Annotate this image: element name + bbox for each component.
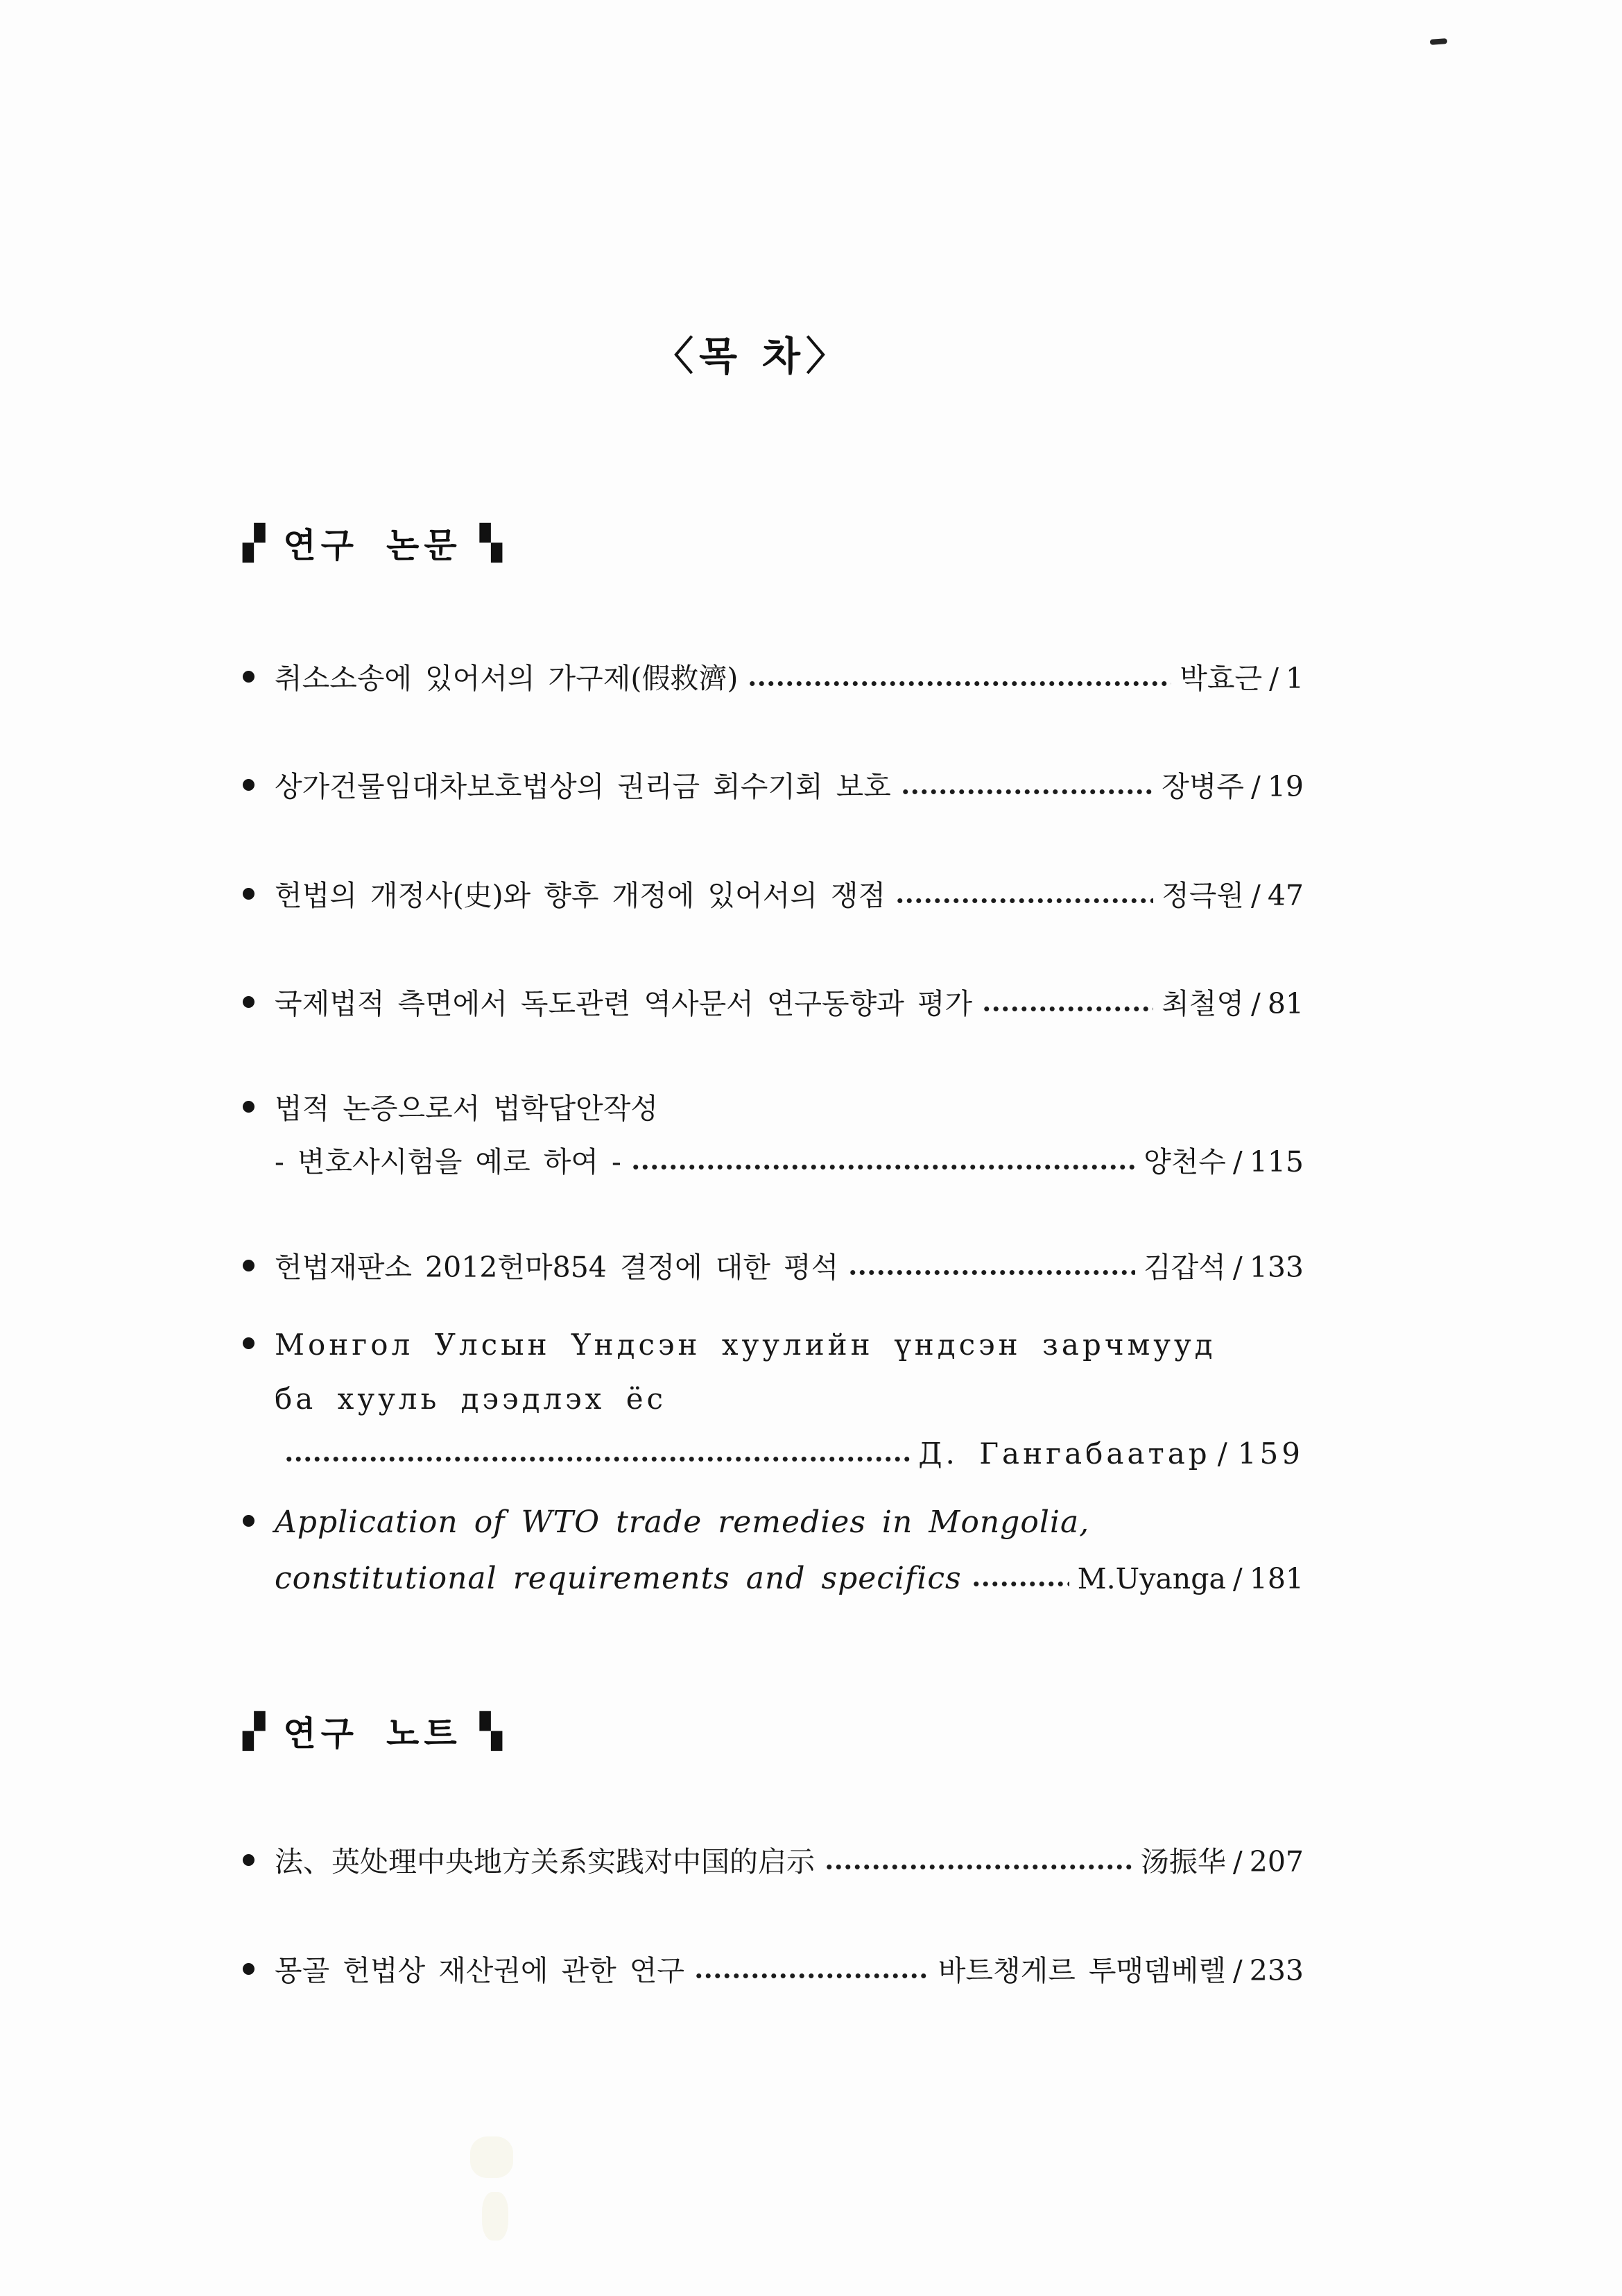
- dot-leader: [982, 1004, 1153, 1013]
- bullet-icon: [243, 1260, 254, 1271]
- entry-ref: [1144, 1250, 1304, 1285]
- page-separator: /: [1251, 878, 1261, 912]
- bullet-icon: [243, 1854, 254, 1866]
- entry-ref: [938, 1953, 1304, 1989]
- toc-entry: [243, 1844, 1304, 1880]
- dot-leader: [825, 1862, 1132, 1871]
- entry-title: 法、英处理中央地方关系实践对中国的启示: [275, 1845, 815, 1879]
- bullet-cell: [243, 986, 275, 1022]
- entry-line: [243, 986, 1304, 1022]
- bullet-icon: [243, 1963, 254, 1975]
- toc-entry: [243, 878, 1304, 914]
- dot-leader: [972, 1579, 1069, 1588]
- bullet-cell: [243, 1328, 275, 1363]
- bullet-icon: [243, 671, 254, 683]
- bullet-cell: [243, 878, 275, 914]
- entry-title: Монгол Улсын Үндсэн хуулийн үндсэн зарчмууд: [275, 1327, 1216, 1362]
- entry-author: 김갑석: [1144, 1250, 1226, 1284]
- bullet-cell: [243, 1844, 275, 1880]
- entry-author: 정극원: [1162, 878, 1244, 912]
- dot-leader: [694, 1971, 930, 1980]
- page-separator: /: [1269, 662, 1279, 695]
- toc-entry: [243, 1091, 1304, 1181]
- dot-leader: [748, 679, 1171, 688]
- bullet-icon: [243, 888, 254, 900]
- entry-page: 1: [1285, 662, 1304, 695]
- toc-entry: [243, 1250, 1304, 1285]
- dot-leader: [848, 1268, 1135, 1277]
- entry-line: [243, 769, 1304, 805]
- scan-smudge: [482, 2192, 508, 2241]
- entry-author: 바트챙게르 투맹뎀베렐: [938, 1953, 1226, 1987]
- entry-author: 양천수: [1144, 1145, 1226, 1179]
- entry-line: [243, 1844, 1304, 1880]
- section-bracket-right-icon: ▚: [479, 523, 503, 563]
- toc-section: [243, 1707, 1304, 1989]
- section-header: [243, 1707, 1304, 1756]
- entry-title: 상가건물임대차보호법상의 권리금 회수기회 보호: [275, 770, 891, 804]
- entry-line: [243, 1381, 1304, 1418]
- entry-title: 몽골 헌법상 재산권에 관한 연구: [275, 1953, 685, 1987]
- page-separator: /: [1251, 770, 1261, 804]
- entry-line: [243, 1953, 1304, 1989]
- entry-line: [243, 1559, 1304, 1597]
- toc-content: [243, 0, 1304, 1989]
- entry-line: [243, 1250, 1304, 1285]
- toc-entry: [243, 661, 1304, 696]
- dot-leader: [284, 1455, 910, 1464]
- toc-entry: [243, 986, 1304, 1022]
- entry-line: [243, 1503, 1304, 1541]
- entry-ref: [1141, 1844, 1304, 1880]
- toc-sections: [243, 519, 1304, 1989]
- entry-line: [243, 661, 1304, 696]
- section-header-label: 연구 논문: [283, 525, 462, 565]
- entry-page: 233: [1249, 1953, 1304, 1987]
- entry-line: [243, 1091, 1304, 1126]
- entry-ref: [1162, 769, 1304, 805]
- section-header-label: 연구 노트: [283, 1713, 462, 1754]
- bullet-icon: [243, 996, 254, 1008]
- entry-line: [243, 1327, 1304, 1364]
- dot-leader: [895, 896, 1153, 905]
- toc-entry: [243, 769, 1304, 805]
- entry-page: 115: [1249, 1145, 1304, 1179]
- entry-page: 81: [1267, 986, 1304, 1020]
- bullet-icon: [243, 1337, 254, 1349]
- page-separator: /: [1232, 1562, 1243, 1596]
- entry-page: 181: [1249, 1562, 1304, 1596]
- entry-author: 汤振华: [1140, 1845, 1226, 1879]
- corner-dash-mark: [1430, 38, 1447, 45]
- entry-ref: [1144, 1145, 1304, 1180]
- page-title: 〈목 차〉: [654, 333, 851, 379]
- bullet-cell: [243, 1505, 275, 1541]
- scan-smudge: [470, 2136, 513, 2178]
- entry-author: Д. Гангабаатар: [918, 1436, 1211, 1471]
- page-separator: /: [1232, 1953, 1243, 1987]
- entry-line: [243, 878, 1304, 914]
- section-header: [243, 519, 1304, 567]
- entry-page: 207: [1249, 1845, 1304, 1879]
- section-bracket-left-icon: ▞: [243, 1711, 266, 1751]
- bullet-cell: [243, 1250, 275, 1285]
- entry-page: 47: [1267, 878, 1304, 912]
- page-separator: /: [1251, 986, 1261, 1020]
- entry-line: [243, 1436, 1304, 1473]
- dot-leader: [631, 1163, 1135, 1172]
- entry-ref: [1180, 661, 1304, 696]
- entry-title: constitutional requirements and specifics: [275, 1561, 962, 1597]
- page-separator: /: [1232, 1250, 1243, 1284]
- entry-title: ба хууль дээдлэх ёс: [275, 1382, 667, 1416]
- toc-entry: [243, 1503, 1304, 1597]
- bullet-cell: [243, 769, 275, 805]
- section-bracket-left-icon: ▞: [243, 523, 266, 563]
- toc-entry: [243, 1327, 1304, 1473]
- entry-author: 최철영: [1162, 986, 1244, 1020]
- entry-page: 159: [1237, 1436, 1304, 1471]
- entry-title: - 변호사시험을 예로 하여 -: [275, 1145, 621, 1179]
- entry-ref: [1162, 986, 1304, 1022]
- entry-title: Application of WTO trade remedies in Mongolia,: [275, 1505, 1090, 1541]
- entry-author: 박효근: [1180, 662, 1263, 695]
- bullet-icon: [243, 779, 254, 791]
- entry-page: 19: [1267, 770, 1304, 804]
- page-separator: /: [1232, 1845, 1243, 1879]
- page-separator: /: [1217, 1436, 1231, 1471]
- entry-title: 헌법재판소 2012헌마854 결정에 대한 평석: [275, 1250, 839, 1284]
- entry-title: 국제법적 측면에서 독도관련 역사문서 연구동향과 평가: [275, 986, 973, 1020]
- toc-entry: [243, 1953, 1304, 1989]
- bullet-icon: [243, 1515, 254, 1527]
- bullet-cell: [243, 1091, 275, 1126]
- page-separator: /: [1232, 1145, 1243, 1179]
- dot-leader: [901, 787, 1153, 796]
- entry-author: 장병주: [1162, 770, 1244, 804]
- entry-page: 133: [1249, 1250, 1304, 1284]
- entry-ref: [1162, 878, 1304, 914]
- bullet-icon: [243, 1101, 254, 1113]
- toc-section: [243, 519, 1304, 1597]
- bullet-cell: [243, 661, 275, 696]
- entry-title: 헌법의 개정사(史)와 향후 개정에 있어서의 쟁점: [275, 878, 886, 912]
- section-bracket-right-icon: ▚: [479, 1711, 503, 1751]
- bullet-cell: [243, 1953, 275, 1989]
- entry-ref: [918, 1436, 1304, 1473]
- entry-ref: [1078, 1561, 1304, 1597]
- entry-author: M.Uyanga: [1077, 1562, 1226, 1596]
- entry-title: 취소소송에 있어서의 가구제(假救濟): [275, 662, 739, 695]
- entry-line: [243, 1145, 1304, 1180]
- entry-title: 법적 논증으로서 법학답안작성: [275, 1092, 658, 1125]
